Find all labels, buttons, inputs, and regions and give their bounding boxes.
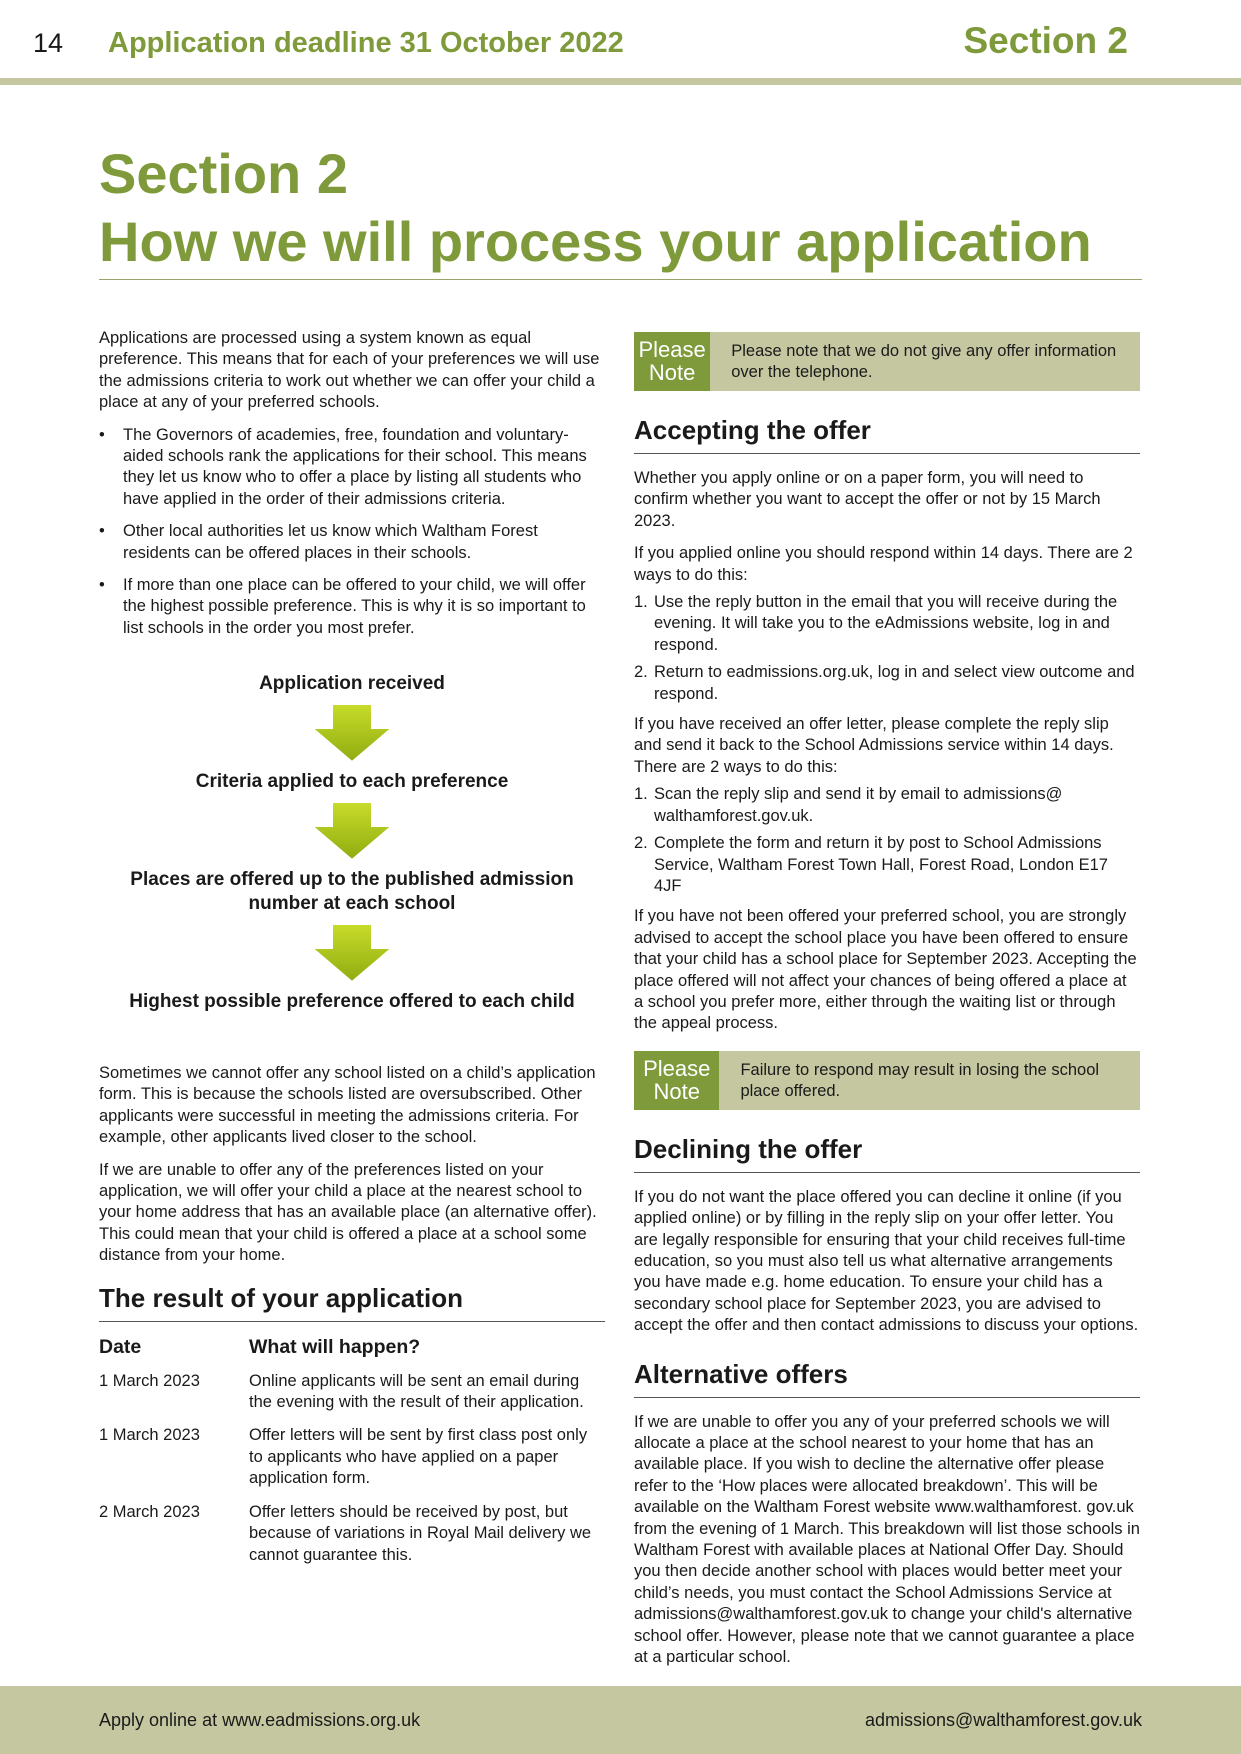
title-line-2: How we will process your application: [99, 210, 1092, 273]
list-item: 2. Complete the form and return it by post to School Admissions Service, Waltham Forest Town Hall, Forest Road, London E17 4JF: [634, 834, 1108, 895]
footer-email: admissions@walthamforest.gov.uk: [864, 1710, 1142, 1730]
date-column-header: Date: [99, 1335, 142, 1358]
alternative-paragraph: If we are unable to offer any of the preferences listed on your application, we will offer your child a place at the nearest school to your home address that has an available place (an alternative offer). This could mean that your child is offered a place at a school some distance from your home.: [99, 1160, 597, 1265]
list-item: 1. Scan the reply slip and send it by email to admissions@ walthamforest.gov.uk.: [634, 785, 1063, 825]
left-column: [99, 328, 605, 650]
right-column: [634, 332, 1140, 1679]
declining-heading: Declining the offer: [634, 1132, 1140, 1173]
flow-step-criteria: Criteria applied to each preference: [195, 771, 509, 792]
footer-apply-online: Apply online at www.eadmissions.org.uk: [99, 1710, 421, 1730]
letter-steps-list: [634, 784, 1140, 897]
bullet-text: The Governors of academies, free, foundation and voluntary-aided schools rank the applications for their school. This means they let us know who to offer a place by listing all students who have applied in the order of their admissions criteria.: [123, 425, 587, 508]
page-number: 14: [33, 28, 64, 58]
page-footer: [0, 1686, 1241, 1754]
declining-paragraph: If you do not want the place offered you can decline it online (if you applied online) or by filling in the reply slip on your offer letter. You are legally responsible for ensuring that your child receives full-time education, so you must also tell us what alternative arrangements you have made e.g. home education. To ensure your child has a secondary school place for September 2023, you are advised to accept the offer and then contact admissions to discuss your options.: [634, 1187, 1139, 1335]
table-row: [99, 1371, 605, 1426]
down-arrow-icon: [308, 800, 396, 862]
table-row: [99, 1425, 605, 1501]
process-flow: [99, 672, 605, 1014]
list-item: 1. Use the reply button in the email that you will receive during the evening. It will take you to the eAdmissions website, log in and respond.: [634, 593, 1118, 654]
page-title: [99, 140, 1142, 276]
row-what: Offer letters should be received by post, but because of variations in Royal Mail delivery we cannot guarantee this.: [249, 1502, 592, 1564]
row-date: 1 March 2023: [99, 1426, 200, 1445]
table-row: [99, 1502, 605, 1578]
accept-paragraph-3: If you have received an offer letter, please complete the reply slip and send it back to the School Admissions service within 14 days. There are 2 ways to do this:: [634, 715, 1114, 776]
list-item-text: Complete the form and return it by post to School Admissions Service, Waltham Forest Town Hall, Forest Road, London E17 4JF: [654, 834, 1108, 895]
please-note-text: Please note that we do not give any offer information over the telephone.: [731, 342, 1117, 382]
title-rule: [99, 279, 1142, 280]
list-item-text: Use the reply button in the email that you will receive during the evening. It will take you to the eAdmissions website, log in and respond.: [654, 593, 1118, 654]
result-table: [99, 1336, 605, 1578]
row-date: 2 March 2023: [99, 1502, 200, 1521]
alternative-offers-paragraph: If we are unable to offer you any of your preferred schools we will allocate a place at the school nearest to your home that has an available place. If you wish to decline the alternative offer please refer to the ‘How places were allocated breakdown’. This will be available on the Waltham Forest website www.walthamforest. gov.uk from the evening of 1 March. This breakdown will list those schools in Waltham Forest with available places at National Offer Day. Should you then decide another school with places would better meet your child’s needs, you must contact the School Admissions Service at admissions@walthamforest.gov.uk to change your child's alternative school offer. However, please note that we cannot guarantee a place at a particular school.: [634, 1412, 1140, 1667]
please-note-box: [634, 1051, 1140, 1110]
row-what: Offer letters will be sent by first class post only to applicants who have applied on a paper application form.: [249, 1426, 588, 1488]
bullet-item: [99, 425, 605, 511]
row-date: 1 March 2023: [99, 1371, 200, 1390]
deadline-banner: Application deadline 31 October 2022: [108, 27, 624, 59]
bullet-icon: •: [99, 576, 105, 595]
down-arrow-icon: [308, 922, 396, 984]
left-column-lower: [99, 1063, 605, 1578]
down-arrow-icon: [308, 702, 396, 764]
what-column-header: What will happen?: [249, 1335, 421, 1358]
please-note-tag: Please Note: [634, 332, 710, 391]
flow-step-places-offered: Places are offered up to the published admission number at each school: [130, 869, 574, 914]
bullet-icon: •: [99, 522, 105, 541]
accept-paragraph-4: If you have not been offered your preferred school, you are strongly advised to accept the school place you have been offered to ensure that your child has a school place for September 2023. Accepting the place offered will not affect your chances of being offered a place at a school you prefer more, either through the waiting list or through the appeal process.: [634, 907, 1137, 1033]
section-label: Section 2: [963, 20, 1128, 61]
bullet-icon: •: [99, 425, 105, 444]
list-item: 2. Return to eadmissions.org.uk, log in and select view outcome and respond.: [634, 663, 1135, 703]
accept-paragraph-1: Whether you apply online or on a paper form, you will need to confirm whether you want to accept the offer or not by 15 March 2023.: [634, 469, 1101, 530]
bullet-item: [99, 521, 605, 564]
title-line-1: Section 2: [99, 142, 348, 205]
please-note-box: [634, 332, 1140, 391]
bullet-text: If more than one place can be offered to your child, we will offer the highest possible preference. This is why it is so important to list schools in the order you most prefer.: [123, 576, 586, 637]
flow-step-highest-preference: Highest possible preference offered to each child: [129, 991, 575, 1012]
unable-paragraph: Sometimes we cannot offer any school listed on a child’s application form. This is because the schools listed are oversubscribed. Other applicants were successful in meeting the admissions criteria. For example, other applicants lived closer to the school.: [99, 1064, 596, 1147]
list-item-text: Scan the reply slip and send it by email to admissions@ walthamforest.gov.uk.: [654, 785, 1063, 825]
accepting-heading: Accepting the offer: [634, 413, 1140, 454]
list-item-text: Return to eadmissions.org.uk, log in and select view outcome and respond.: [654, 663, 1135, 703]
header-rule: [0, 78, 1241, 85]
please-note-text: Failure to respond may result in losing the school place offered.: [740, 1060, 1100, 1101]
bullet-text: Other local authorities let us know which Waltham Forest residents can be offered places in their schools.: [123, 522, 538, 562]
bullet-item: [99, 575, 605, 639]
alternative-offers-heading: Alternative offers: [634, 1357, 1140, 1398]
row-what: Online applicants will be sent an email during the evening with the result of their application.: [249, 1371, 584, 1412]
please-note-tag: Please Note: [634, 1051, 719, 1110]
accept-paragraph-2: If you applied online you should respond within 14 days. There are 2 ways to do this:: [634, 544, 1133, 584]
page-header: [0, 0, 1241, 88]
intro-paragraph: Applications are processed using a system known as equal preference. This means that for each of your preferences we will use the admissions criteria to work out whether we can offer your child a place at any of your preferred schools.: [99, 329, 600, 412]
online-steps-list: [634, 592, 1140, 705]
table-header-row: [99, 1336, 605, 1371]
result-heading: The result of your application: [99, 1281, 605, 1322]
bullet-list: [99, 425, 605, 640]
flow-step-received: Application received: [259, 673, 445, 694]
